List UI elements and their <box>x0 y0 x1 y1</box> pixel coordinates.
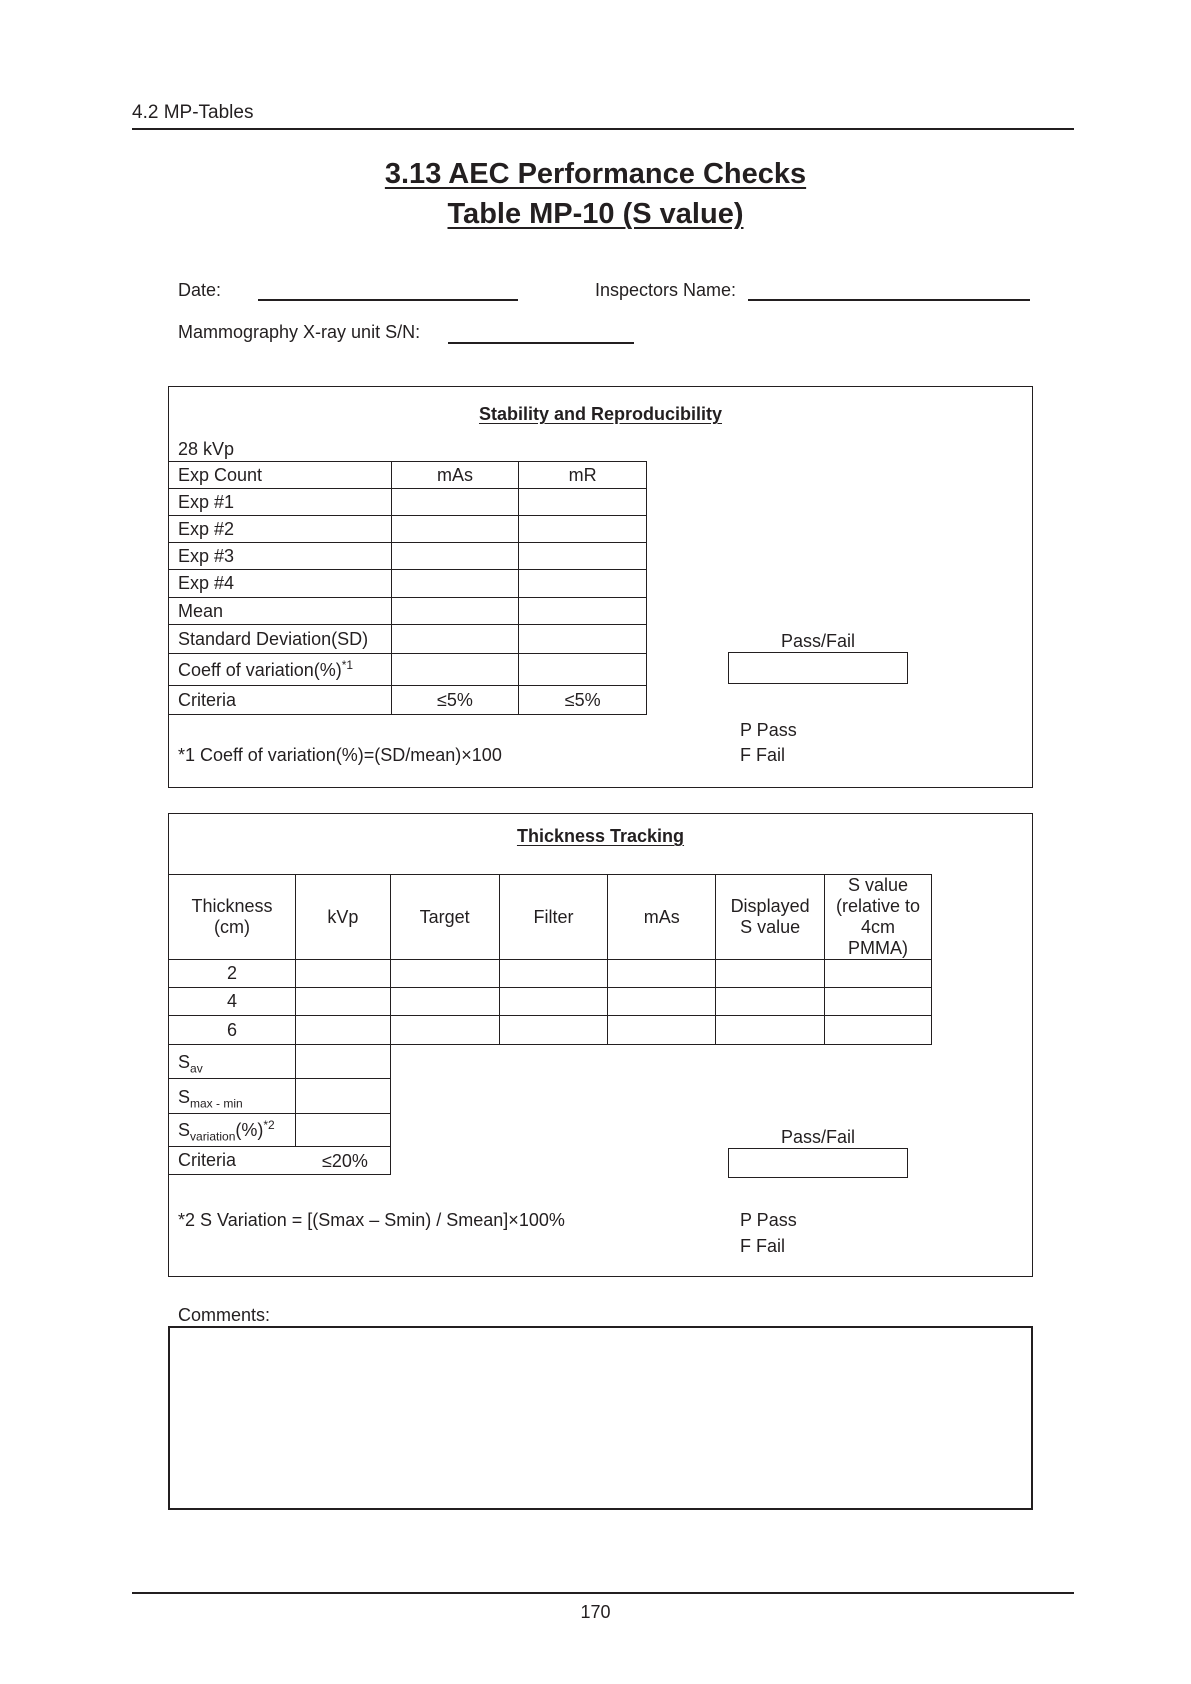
criteria-label: Criteria <box>178 1150 237 1170</box>
s-av-label: $S_{av}$ <box>169 1045 296 1079</box>
legend-pass: P Pass <box>740 720 797 740</box>
row-label: Exp #3 <box>169 543 392 570</box>
legend-fail: F Fail <box>740 1236 785 1256</box>
row-label: Standard Deviation(SD) <box>169 625 392 654</box>
footnote: *2 S Variation = [(Smax – Smin) / Smean]×100% <box>178 1210 565 1230</box>
mr-cell[interactable] <box>519 654 647 686</box>
mr-cell[interactable] <box>519 489 647 516</box>
thickness-table <box>168 874 932 1045</box>
displayed-s-cell[interactable] <box>716 1016 825 1045</box>
mas-cell[interactable] <box>391 654 519 686</box>
pass-fail-label: Pass/Fail <box>780 1127 856 1147</box>
mas-cell[interactable] <box>391 516 519 543</box>
inspector-name-label: Inspectors Name: <box>595 280 737 300</box>
mr-cell[interactable] <box>519 516 647 543</box>
unit-sn-label: Mammography X-ray unit S/N: <box>178 322 421 342</box>
header-mas: mAs <box>608 875 716 960</box>
cov-label: Coeff of variation(%)$^{*1}$ <box>169 654 392 686</box>
criteria-value: ≤20% <box>322 1151 368 1171</box>
pass-fail-label: Pass/Fail <box>780 631 856 651</box>
kvp-cell[interactable] <box>295 1016 390 1045</box>
s-max-min-label: $S_{max - min}$ <box>169 1079 296 1114</box>
section-header: 4.2 MP-Tables <box>132 102 254 123</box>
unit-sn-field[interactable] <box>448 342 634 344</box>
mas-cell[interactable] <box>391 625 519 654</box>
row-label: Exp #4 <box>169 570 392 598</box>
inspector-name-field[interactable] <box>748 299 1030 301</box>
header-thickness: Thickness (cm) <box>169 875 296 960</box>
criteria-cell <box>169 1147 391 1175</box>
footnote: *1 Coeff of variation(%)=(SD/mean)×100 <box>178 745 502 765</box>
stability-title: Stability and Reproducibility <box>478 404 723 424</box>
target-cell[interactable] <box>390 960 499 988</box>
displayed-s-cell[interactable] <box>716 960 825 988</box>
relative-s-cell[interactable] <box>825 988 932 1016</box>
row-label: Mean <box>169 598 392 625</box>
header-kvp: kVp <box>295 875 390 960</box>
criteria-mas: ≤5% <box>391 686 519 715</box>
mas-cell[interactable] <box>391 489 519 516</box>
row-label: Exp #2 <box>169 516 392 543</box>
page-subtitle: Table MP-10 (S value) <box>447 198 744 230</box>
s-variation-cell[interactable] <box>295 1114 390 1147</box>
target-cell[interactable] <box>390 1016 499 1045</box>
mas-cell[interactable] <box>391 543 519 570</box>
displayed-s-cell[interactable] <box>716 988 825 1016</box>
kvp-label: 28 kVp <box>178 439 235 459</box>
header-mr: mR <box>519 462 647 489</box>
mas-cell[interactable] <box>608 960 716 988</box>
page-title: 3.13 AEC Performance Checks <box>384 158 807 190</box>
pass-fail-box[interactable] <box>728 652 908 684</box>
legend-pass: P Pass <box>740 1210 797 1230</box>
row-label: Exp #1 <box>169 489 392 516</box>
header-displayed-s: Displayed S value <box>716 875 825 960</box>
thickness-title: Thickness Tracking <box>516 826 685 846</box>
header-mas: mAs <box>391 462 519 489</box>
mas-cell[interactable] <box>391 598 519 625</box>
kvp-cell[interactable] <box>295 960 390 988</box>
thickness-value: 2 <box>169 960 296 988</box>
date-label: Date: <box>178 280 222 300</box>
thickness-value: 4 <box>169 988 296 1016</box>
filter-cell[interactable] <box>499 1016 608 1045</box>
mr-cell[interactable] <box>519 598 647 625</box>
pass-fail-box[interactable] <box>728 1148 908 1178</box>
page-number: 170 <box>580 1602 611 1622</box>
criteria-mr: ≤5% <box>519 686 647 715</box>
relative-s-cell[interactable] <box>825 1016 932 1045</box>
s-av-cell[interactable] <box>295 1045 390 1079</box>
header-relative-s: S value (relative to 4cm PMMA) <box>825 875 932 960</box>
header-divider <box>132 128 1074 130</box>
stability-table <box>168 461 647 715</box>
s-max-min-cell[interactable] <box>295 1079 390 1114</box>
filter-cell[interactable] <box>499 960 608 988</box>
kvp-cell[interactable] <box>295 988 390 1016</box>
mr-cell[interactable] <box>519 625 647 654</box>
relative-s-cell[interactable] <box>825 960 932 988</box>
mas-cell[interactable] <box>608 1016 716 1045</box>
header-target: Target <box>390 875 499 960</box>
s-stats-table <box>168 1044 391 1175</box>
criteria-label: Criteria <box>169 686 392 715</box>
footer-divider <box>132 1592 1074 1594</box>
mr-cell[interactable] <box>519 570 647 598</box>
filter-cell[interactable] <box>499 988 608 1016</box>
comments-label: Comments: <box>178 1305 271 1325</box>
mr-cell[interactable] <box>519 543 647 570</box>
legend-fail: F Fail <box>740 745 785 765</box>
comments-box[interactable] <box>168 1326 1033 1510</box>
s-variation-label: $S_{variation}(\%)^{*2}$ <box>169 1114 296 1147</box>
mas-cell[interactable] <box>391 570 519 598</box>
target-cell[interactable] <box>390 988 499 1016</box>
thickness-value: 6 <box>169 1016 296 1045</box>
mas-cell[interactable] <box>608 988 716 1016</box>
date-field[interactable] <box>258 299 518 301</box>
header-filter: Filter <box>499 875 608 960</box>
header-exp-count: Exp Count <box>169 462 392 489</box>
